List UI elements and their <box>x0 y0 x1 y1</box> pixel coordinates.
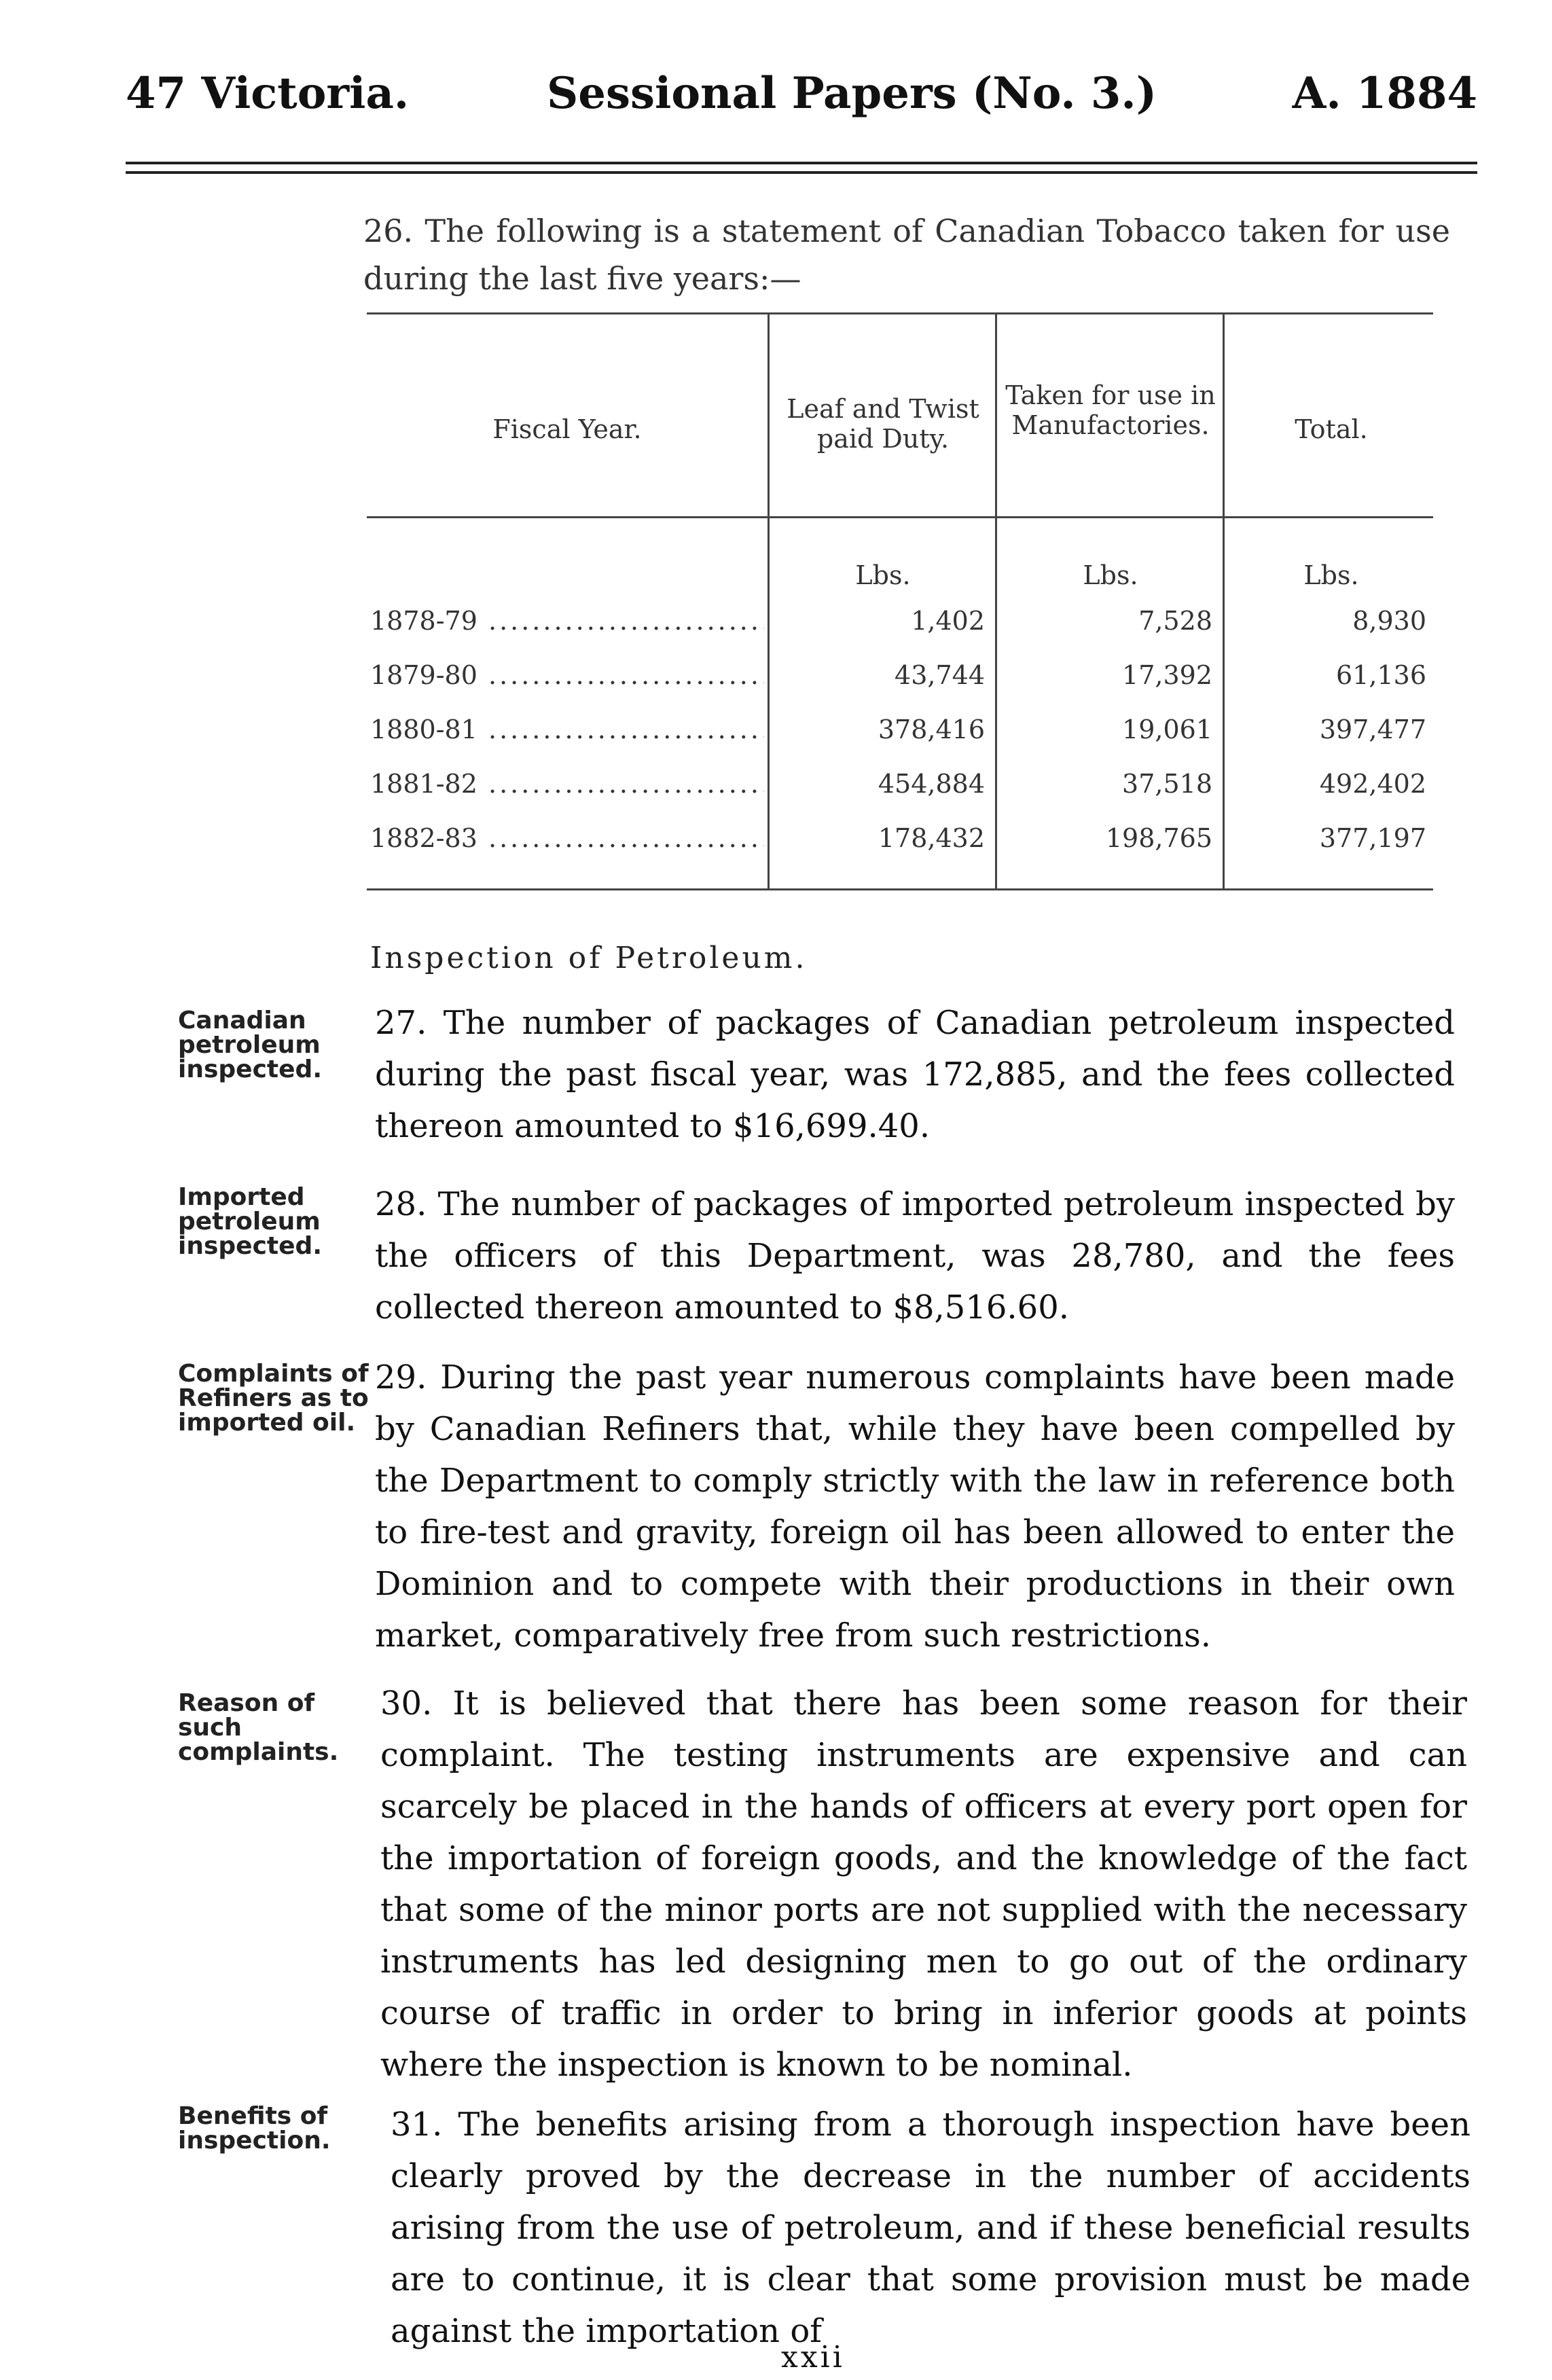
manufactories-value: 19,061 <box>1122 715 1212 744</box>
table-row <box>367 606 1433 660</box>
leaf-value: 378,416 <box>878 715 985 744</box>
section-title: Inspection of Petroleum. <box>370 941 808 975</box>
unit-label: Lbs. <box>1303 560 1359 590</box>
table-row <box>367 715 1433 769</box>
manufactories-value: 17,392 <box>1122 660 1212 690</box>
fiscal-year: 1881-82 ..... <box>370 769 764 799</box>
col-header-leaf-twist: Leaf and Twist paid Duty. <box>787 394 979 454</box>
table-header-rule <box>367 516 1433 518</box>
tobacco-table <box>367 312 1433 903</box>
paragraph-30: 30. It is believed that there has been some reason for their complaint. The testing instruments are expensive and can scarcely be placed in the hands of officers at every port open for the importation of foreign goods, and the knowledge of the fact that some of the minor ports are not supplied with the necessary instruments has led designing men to go out of the ordinary course of traffic in order to bring in inferior goods at points where the inspection is known to be nominal. <box>380 1684 1467 2084</box>
leaf-value: 43,744 <box>895 660 985 690</box>
header-rule-top <box>126 162 1477 164</box>
col-header-manufactories: Taken for use in Manufactories. <box>1005 380 1216 440</box>
margin-note: Complaints of Refiners as to imported oil. <box>178 1360 369 1437</box>
paragraph-28: 28. The number of packages of imported petroleum inspected by the officers of this Department, was 28,780, and the fees collected thereon amounted to $8,516.60. <box>375 1185 1455 1327</box>
manufactories-value: 7,528 <box>1138 606 1212 636</box>
header-rule-bottom <box>126 171 1477 174</box>
leaf-value: 454,884 <box>878 769 985 799</box>
margin-note: Imported petroleum inspected. <box>178 1183 322 1260</box>
total-value: 377,197 <box>1319 823 1426 853</box>
leaf-value: 1,402 <box>911 606 985 636</box>
total-value: 8,930 <box>1352 606 1426 636</box>
manufactories-value: 198,765 <box>1105 823 1212 853</box>
paragraph-31: 31. The benefits arising from a thorough inspection have been clearly proved by the decrease in the number of accidents arising from the use of petroleum, and if these beneficial results are to continue, it is clear that some provision must be made against the importation of <box>391 2106 1470 2350</box>
fiscal-year: 1878-79 ..... <box>370 606 764 636</box>
table-bottom-rule <box>367 888 1433 890</box>
margin-note: Canadian petroleum inspected. <box>178 1007 322 1083</box>
unit-label: Lbs. <box>855 560 911 590</box>
margin-note: Benefits of inspection. <box>178 2102 331 2154</box>
paragraph-27: 27. The number of packages of Canadian petroleum inspected during the past fiscal year, was 172,885, and the fees collected thereon amounted to $16,699.40. <box>375 1004 1455 1145</box>
paragraph-29: 29. During the past year numerous complaints have been made by Canadian Refiners that, while they have been compelled by the Department to comply strictly with the law in reference both to fire-test and gravity, foreign oil has been allowed to enter the Dominion and to compete with their productions in their own market, comparatively free from such restrictions. <box>375 1358 1455 1655</box>
col-header-fiscal-year: Fiscal Year. <box>492 414 642 444</box>
fiscal-year: 1882-83 ..... <box>370 823 764 853</box>
col-header-total: Total. <box>1295 414 1368 444</box>
table-row <box>367 823 1433 878</box>
page-header <box>126 68 1477 129</box>
unit-label: Lbs. <box>1083 560 1138 590</box>
header-title: Sessional Papers (No. 3.) <box>547 68 1157 119</box>
margin-note: Reason of such complaints. <box>178 1689 339 1766</box>
fiscal-year: 1879-80 ..... <box>370 660 764 690</box>
total-value: 492,402 <box>1319 769 1426 799</box>
leaf-value: 178,432 <box>878 823 985 853</box>
manufactories-value: 37,518 <box>1122 769 1212 799</box>
page-number: xxii <box>781 2340 845 2375</box>
header-session: 47 Victoria. <box>126 68 410 119</box>
total-value: 397,477 <box>1319 715 1426 744</box>
fiscal-year: 1880-81 ..... <box>370 715 764 744</box>
tobacco-intro: 26. The following is a statement of Canadian Tobacco taken for use during the last five years:— <box>363 213 1450 297</box>
table-row <box>367 769 1433 823</box>
total-value: 61,136 <box>1336 660 1426 690</box>
header-year: A. 1884 <box>1292 68 1477 119</box>
table-row <box>367 660 1433 715</box>
table-top-rule <box>367 312 1433 314</box>
